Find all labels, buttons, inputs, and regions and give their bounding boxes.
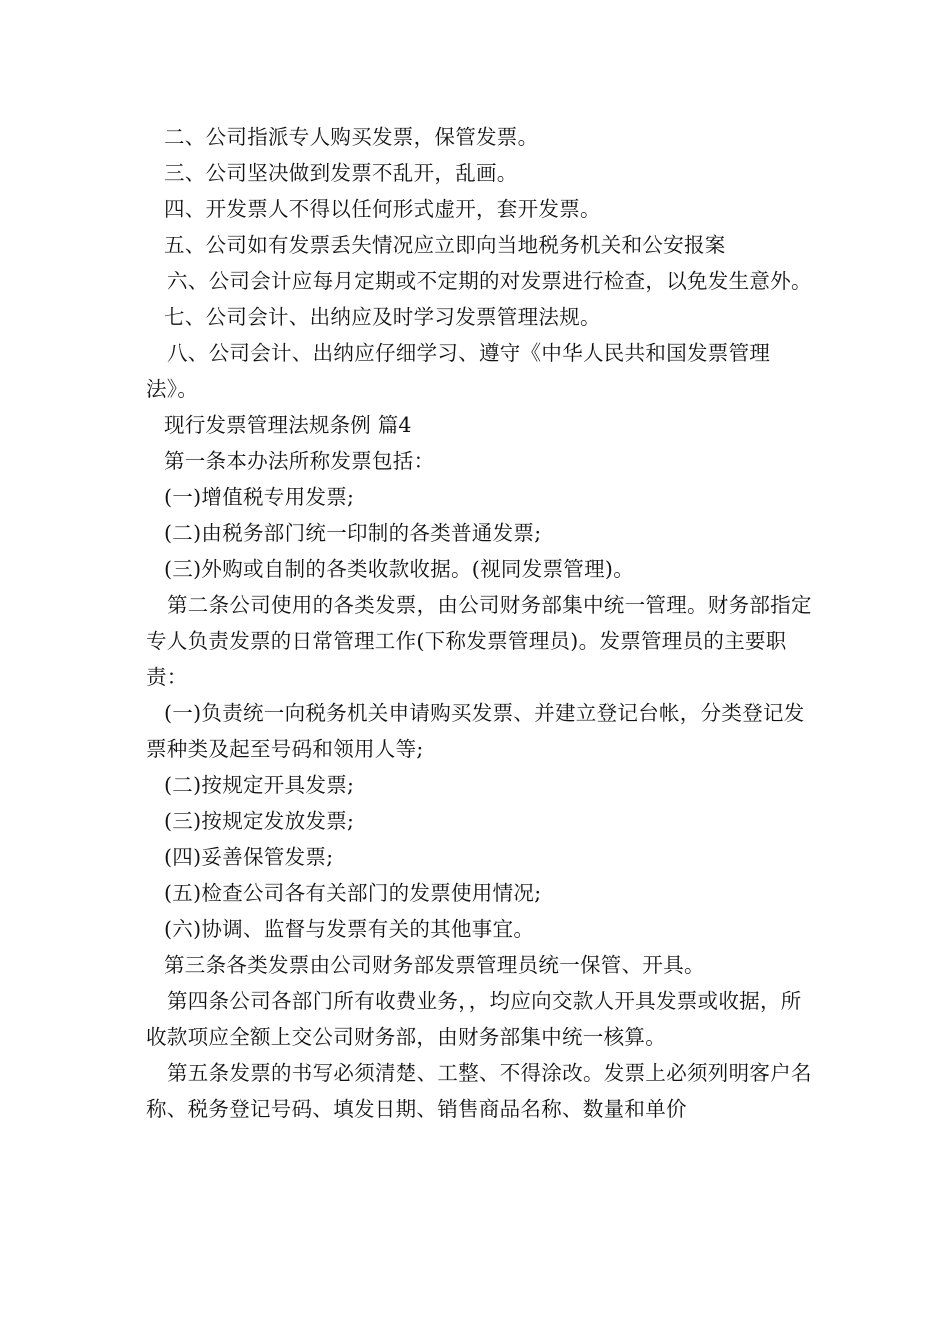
article-5-paragraph: 第五条发票的书写必须清楚、工整、不得涂改。发票上必须列明客户名称、税务登记号码、填发日期、销售商品名称、数量和单价 <box>146 1061 812 1121</box>
article-2-item-4: (四)妥善保管发票; <box>164 845 334 869</box>
document-body <box>146 119 812 1127</box>
article-3-paragraph: 第三条各类发票由公司财务部发票管理员统一保管、开具。 <box>164 953 705 977</box>
clause-6-paragraph: 六、公司会计应每月定期或不定期的对发票进行检查，以免发生意外。 <box>167 269 812 293</box>
article-2-item-5: (五)检查公司各有关部门的发票使用情况; <box>164 881 542 905</box>
article-1-item-1: (一)增值税专用发票; <box>164 485 355 509</box>
clause-5-paragraph: 五、公司如有发票丢失情况应立即向当地税务机关和公安报案 <box>164 233 726 257</box>
article-2-item-1: (一)负责统一向税务机关申请购买发票、并建立登记台帐，分类登记发票种类及起至号码和领用人等; <box>146 701 805 761</box>
article-1-item-2: (二)由税务部门统一印制的各类普通发票; <box>164 521 542 545</box>
clause-3-paragraph: 三、公司坚决做到发票不乱开，乱画。 <box>164 161 518 185</box>
article-4-paragraph: 第四条公司各部门所有收费业务，，均应向交款人开具发票或收据，所收款项应全额上交公司财务部，由财务部集中统一核算。 <box>146 989 802 1049</box>
clause-8-paragraph: 八、公司会计、出纳应仔细学习、遵守《中华人民共和国发票管理法》。 <box>146 341 771 401</box>
article-2-item-2: (二)按规定开具发票; <box>164 773 355 797</box>
clause-4-paragraph: 四、开发票人不得以任何形式虚开，套开发票。 <box>164 197 601 221</box>
article-1-item-3: (三)外购或自制的各类收款收据。(视同发票管理)。 <box>164 557 634 581</box>
article-2-paragraph: 第二条公司使用的各类发票，由公司财务部集中统一管理。财务部指定专人负责发票的日常管理工作(下称发票管理员)。发票管理员的主要职责： <box>146 593 812 689</box>
article-2-item-6: (六)协调、监督与发票有关的其他事宜。 <box>164 917 535 941</box>
clause-7-paragraph: 七、公司会计、出纳应及时学习发票管理法规。 <box>164 305 601 329</box>
article-1-paragraph: 第一条本办法所称发票包括： <box>164 449 435 473</box>
section-heading: 现行发票管理法规条例 篇4 <box>164 413 412 437</box>
article-2-item-3: (三)按规定发放发票; <box>164 809 355 833</box>
clause-2-paragraph: 二、公司指派专人购买发票，保管发票。 <box>164 125 539 149</box>
